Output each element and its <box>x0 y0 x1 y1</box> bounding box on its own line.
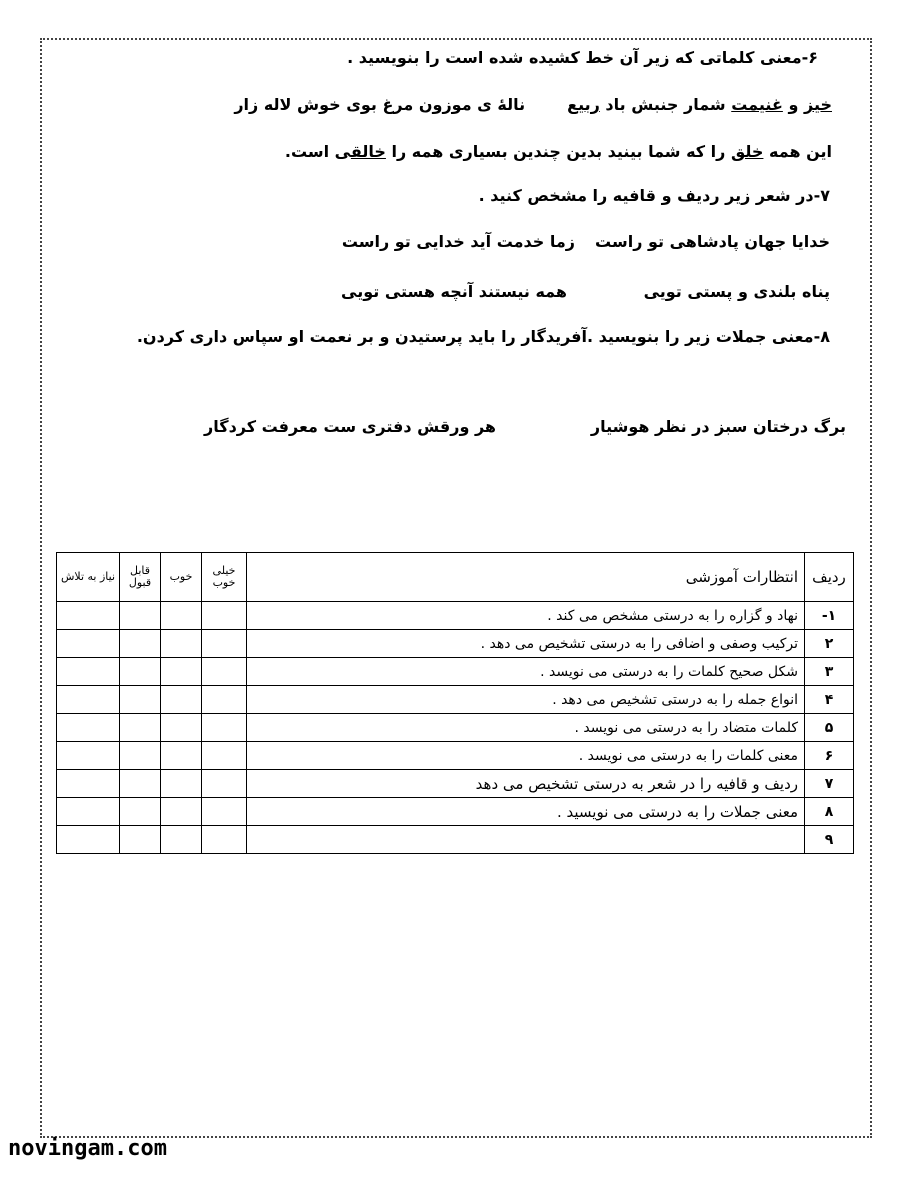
row-goal: انواع جمله را به درستی تشخیص می دهد . <box>247 686 805 714</box>
grade-cell[interactable] <box>202 742 247 770</box>
question-7-verse-1-b: زما خدمت آید خدایی تو راست <box>341 232 575 251</box>
grade-cell[interactable] <box>57 686 120 714</box>
header-acceptable: قابل قبول <box>120 553 161 602</box>
table-row <box>57 826 854 854</box>
row-goal: کلمات متضاد را به درستی می نویسد . <box>247 714 805 742</box>
row-goal: نهاد و گزاره را به درستی مشخص می کند . <box>247 602 805 630</box>
grade-cell[interactable] <box>120 658 161 686</box>
table-row <box>57 686 854 714</box>
underlined-word: غنیمت <box>731 95 783 114</box>
grade-cell[interactable] <box>161 630 202 658</box>
grade-cell[interactable] <box>57 630 120 658</box>
row-number: ۳ <box>805 658 854 686</box>
grade-cell[interactable] <box>57 826 120 854</box>
grade-cell[interactable] <box>161 686 202 714</box>
row-number: ۲ <box>805 630 854 658</box>
table-row <box>57 602 854 630</box>
question-7-verse-2-b: همه نیستند آنچه هستی تویی <box>341 282 567 301</box>
question-8-title: ۸-معنی جملات زیر را بنویسید .آفریدگار را باید پرستیدن و بر نعمت او سپاس داری کردن. <box>136 327 830 346</box>
row-goal: ترکیب وصفی و اضافی را به درستی تشخیص می دهد . <box>247 630 805 658</box>
row-goal: شکل صحیح کلمات را به درستی می نویسد . <box>247 658 805 686</box>
grade-cell[interactable] <box>202 798 247 826</box>
grade-cell[interactable] <box>161 602 202 630</box>
row-number: ۶ <box>805 742 854 770</box>
grade-cell[interactable] <box>120 602 161 630</box>
grade-cell[interactable] <box>161 742 202 770</box>
table-header-row <box>57 553 854 602</box>
grade-cell[interactable] <box>202 630 247 658</box>
question-7-title: ۷-در شعر زیر ردیف و قافیه را مشخص کنید . <box>478 186 830 205</box>
row-goal: ردیف و قافیه را در شعر به درستی تشخیص می دهد <box>247 770 805 798</box>
header-needs-effort: نیاز به تلاش <box>57 553 120 602</box>
grade-cell[interactable] <box>120 826 161 854</box>
grade-cell[interactable] <box>120 630 161 658</box>
header-very-good: خیلی خوب <box>202 553 247 602</box>
header-educational-goals: انتظارات آموزشی <box>247 553 805 602</box>
underlined-word: خیز <box>803 95 832 114</box>
grade-cell[interactable] <box>57 798 120 826</box>
table-row <box>57 714 854 742</box>
grade-cell[interactable] <box>202 658 247 686</box>
grade-cell[interactable] <box>57 770 120 798</box>
evaluation-table <box>56 552 854 854</box>
grade-cell[interactable] <box>57 714 120 742</box>
grade-cell[interactable] <box>161 770 202 798</box>
header-good: خوب <box>161 553 202 602</box>
question-6-title: ۶-معنی کلماتی که زیر آن خط کشیده شده است را بنویسید . <box>347 48 818 67</box>
grade-cell[interactable] <box>120 798 161 826</box>
grade-cell[interactable] <box>202 686 247 714</box>
table-row <box>57 742 854 770</box>
question-6-verse-1: خیز و غنیمت شمار جنبش باد ربیعنالهٔ ی موزون مرغ بوی خوش لاله زار <box>234 95 832 114</box>
row-number: ۷ <box>805 770 854 798</box>
row-number: ۱- <box>805 602 854 630</box>
row-number: ۴ <box>805 686 854 714</box>
table-row <box>57 798 854 826</box>
question-8-verse-b: هر ورقش دفتری ست معرفت کردگار <box>204 417 496 436</box>
grade-cell[interactable] <box>202 602 247 630</box>
grade-cell[interactable] <box>120 770 161 798</box>
question-6-line-2: این همه خلق را که شما بینید بدین چندین بسیاری همه را خالقی است. <box>284 142 832 161</box>
row-number: ۸ <box>805 798 854 826</box>
grade-cell[interactable] <box>161 826 202 854</box>
grade-cell[interactable] <box>120 686 161 714</box>
question-8-verse-a: برگ درختان سبز در نظر هوشیار <box>590 417 846 436</box>
table-row <box>57 658 854 686</box>
underlined-word: خالق <box>350 142 386 161</box>
table-row <box>57 630 854 658</box>
grade-cell[interactable] <box>57 602 120 630</box>
header-row-number: ردیف <box>805 553 854 602</box>
grade-cell[interactable] <box>161 798 202 826</box>
underlined-word: خلق <box>730 142 764 161</box>
question-7-verse-2-a: پناه بلندی و پستی تویی <box>643 282 830 301</box>
row-goal: معنی کلمات را به درستی می نویسد . <box>247 742 805 770</box>
row-number: ۵ <box>805 714 854 742</box>
grade-cell[interactable] <box>120 714 161 742</box>
grade-cell[interactable] <box>161 714 202 742</box>
grade-cell[interactable] <box>57 742 120 770</box>
row-goal <box>247 826 805 854</box>
grade-cell[interactable] <box>202 714 247 742</box>
grade-cell[interactable] <box>202 826 247 854</box>
row-number: ۹ <box>805 826 854 854</box>
question-7-verse-1-a: خدایا جهان پادشاهی تو راست <box>595 232 830 251</box>
grade-cell[interactable] <box>57 658 120 686</box>
table-row <box>57 770 854 798</box>
grade-cell[interactable] <box>202 770 247 798</box>
row-goal: معنی جملات را به درستی می نویسید . <box>247 798 805 826</box>
grade-cell[interactable] <box>120 742 161 770</box>
site-watermark: novingam.com <box>8 1136 167 1161</box>
grade-cell[interactable] <box>161 658 202 686</box>
underlined-word: ربیع <box>567 95 600 114</box>
